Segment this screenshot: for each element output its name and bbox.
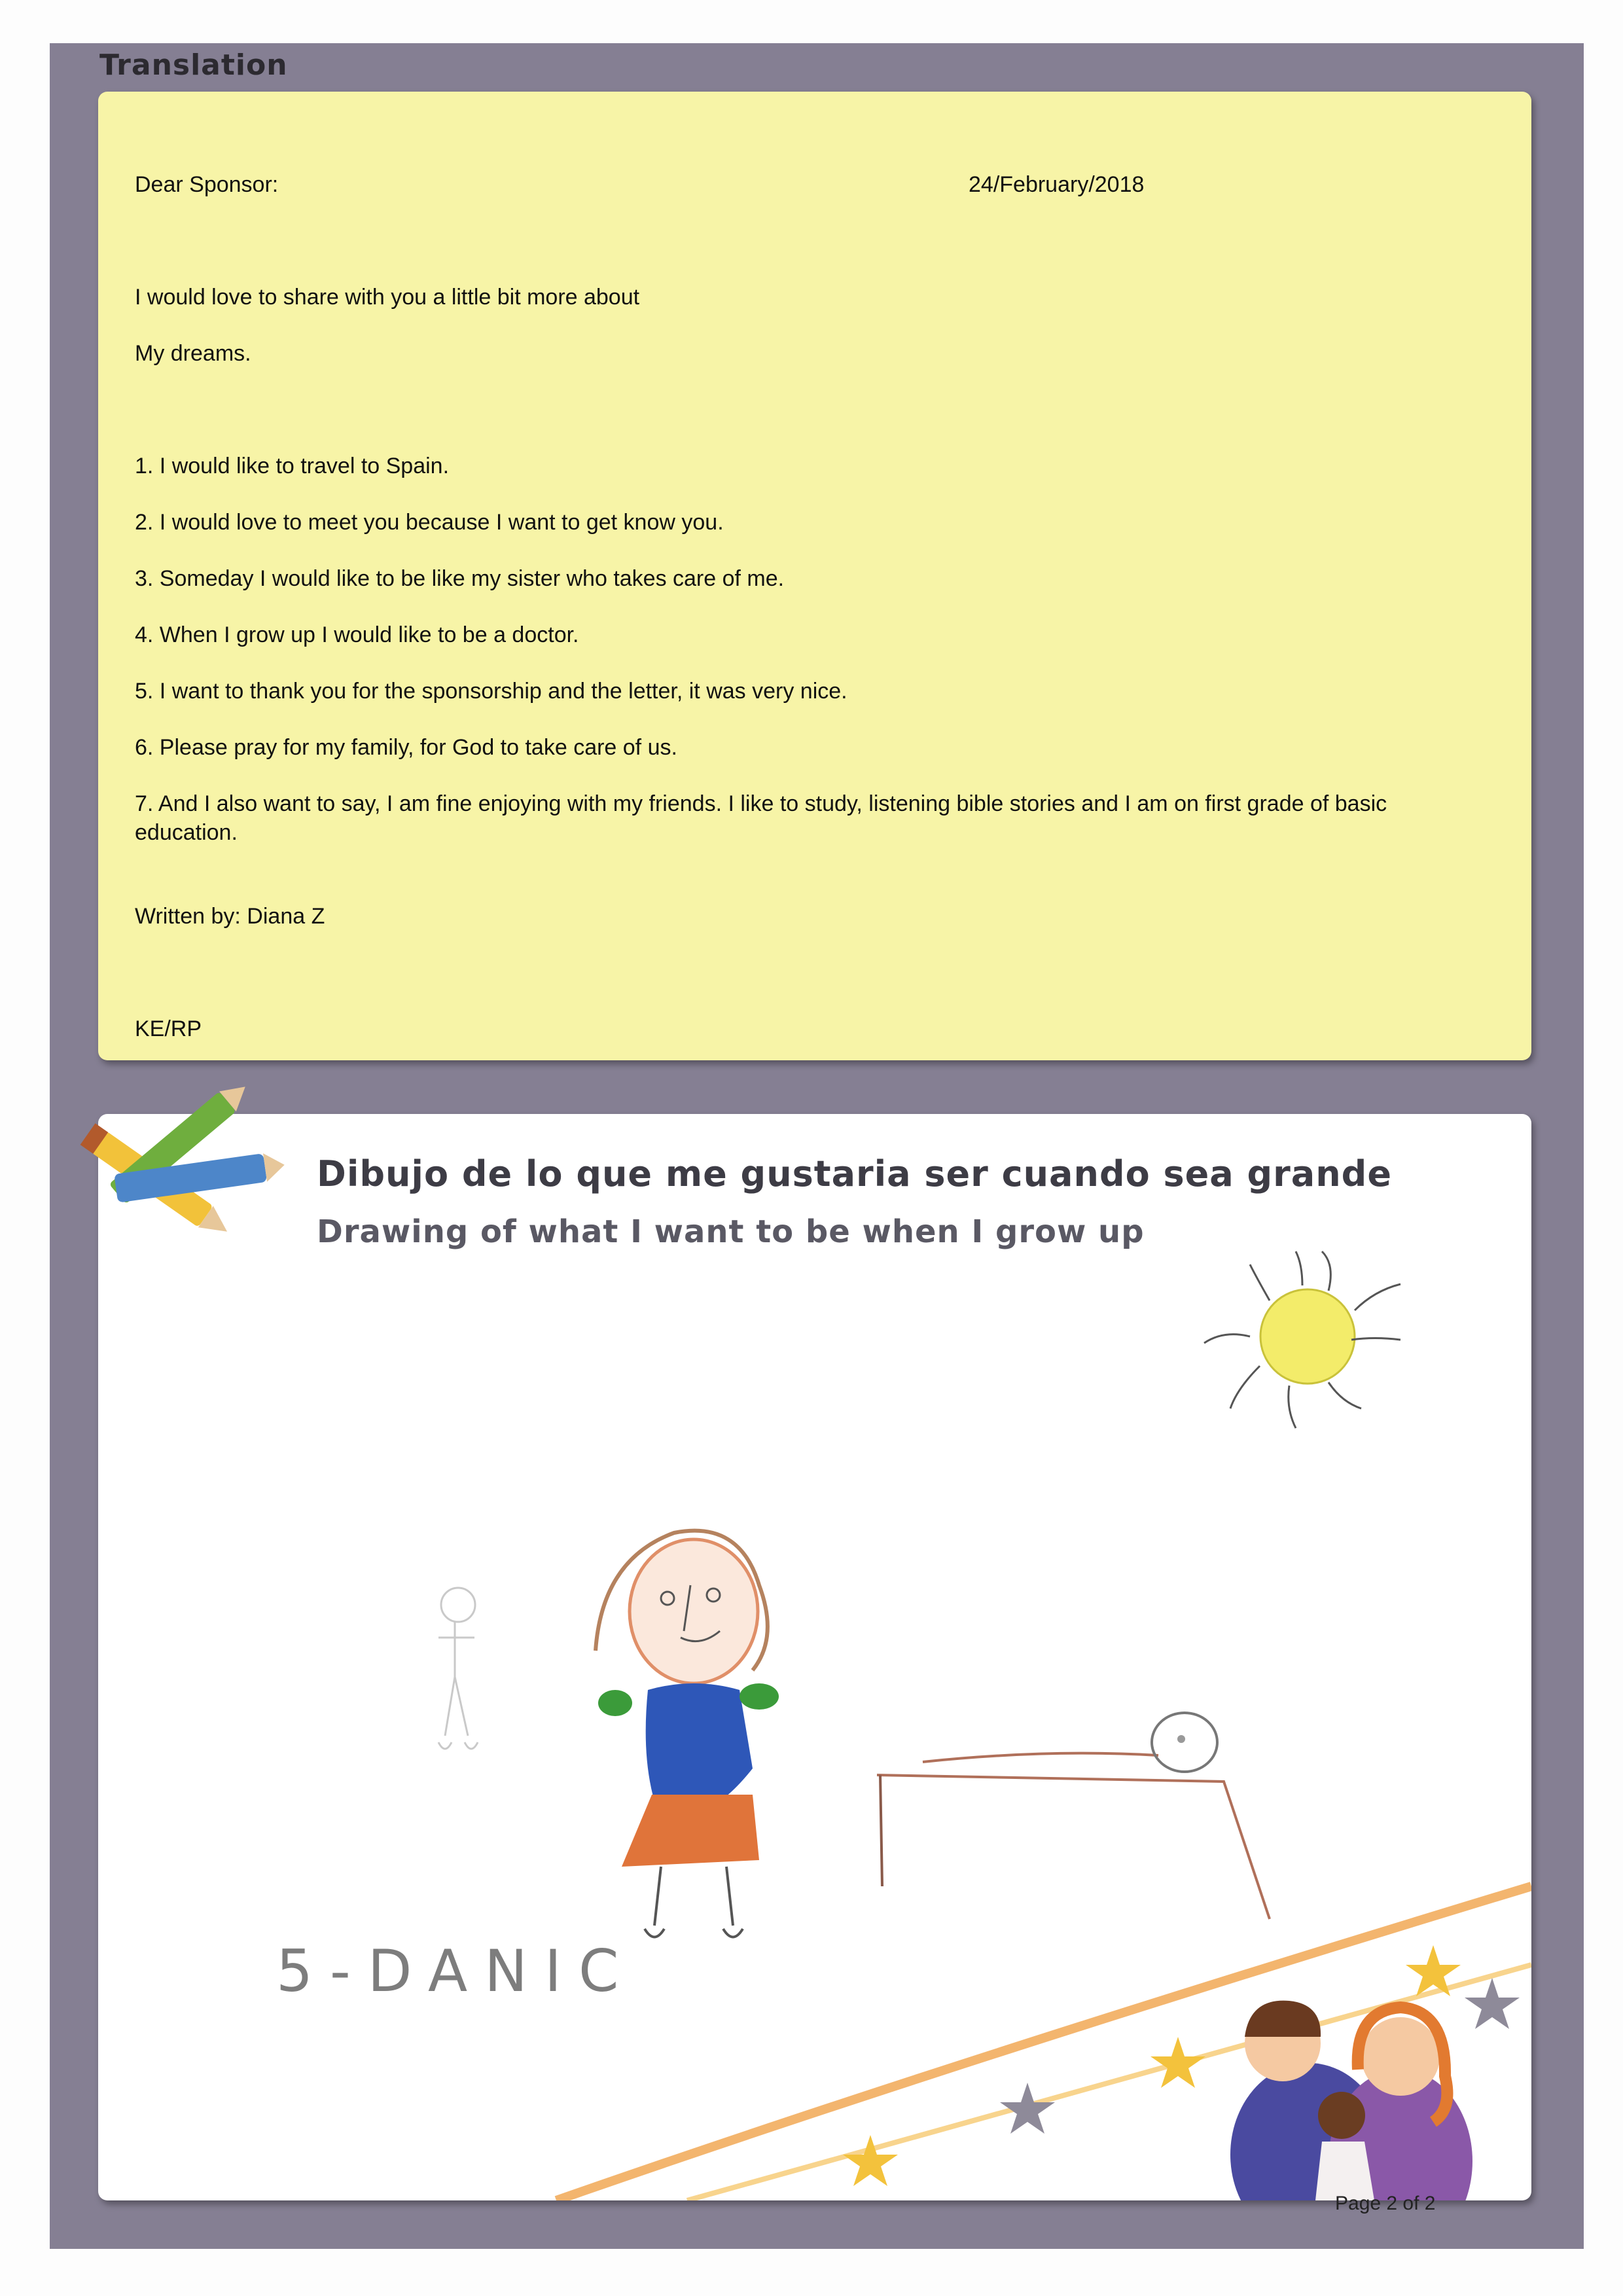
drawing-panel bbox=[98, 1114, 1531, 2200]
letter-date: 24/February/2018 bbox=[969, 172, 1145, 197]
drawing-heading-english: Drawing of what I want to be when I grow up bbox=[317, 1213, 1145, 1250]
page-number: Page 2 of 2 bbox=[1335, 2193, 1436, 2214]
family-illustration bbox=[1230, 2001, 1472, 2200]
letter-signature: Written by: Diana Z bbox=[135, 904, 325, 929]
sun-drawing bbox=[1204, 1251, 1400, 1428]
letter-item: 3. Someday I would like to be like my sister who takes care of me. bbox=[135, 566, 785, 591]
letter-item: 5. I want to thank you for the sponsorship and the letter, it was very nice. bbox=[135, 679, 847, 704]
child-drawing bbox=[98, 1114, 1531, 2200]
letter-intro: I would love to share with you a little bit more about bbox=[135, 285, 640, 310]
patient-bed-drawing bbox=[877, 1713, 1270, 1919]
letter-item: 2. I would love to meet you because I want to get know you. bbox=[135, 510, 724, 535]
pencils-icon bbox=[63, 1073, 285, 1270]
section-title: Translation bbox=[99, 48, 288, 82]
doctor-figure-drawing bbox=[596, 1531, 779, 1937]
translation-panel bbox=[98, 92, 1531, 1060]
letter-greeting: Dear Sponsor: bbox=[135, 172, 279, 197]
ghost-figure-drawing bbox=[438, 1588, 478, 1749]
letter-intro-subject: My dreams. bbox=[135, 341, 251, 366]
letter-item: 1. I would like to travel to Spain. bbox=[135, 454, 450, 478]
child-signature: 5-DANIC bbox=[276, 1937, 636, 2005]
drawing-heading-spanish: Dibujo de lo que me gustaria ser cuando sea grande bbox=[317, 1153, 1392, 1194]
letter-item: 7. And I also want to say, I am fine enjoying with my friends. I like to study, listening bible stories and I am on first grade of basic education. bbox=[135, 791, 1387, 845]
letter-reference: KE/RP bbox=[135, 1016, 202, 1041]
letter-item: 4. When I grow up I would like to be a doctor. bbox=[135, 622, 579, 647]
letter-item: 6. Please pray for my family, for God to take care of us. bbox=[135, 735, 677, 760]
